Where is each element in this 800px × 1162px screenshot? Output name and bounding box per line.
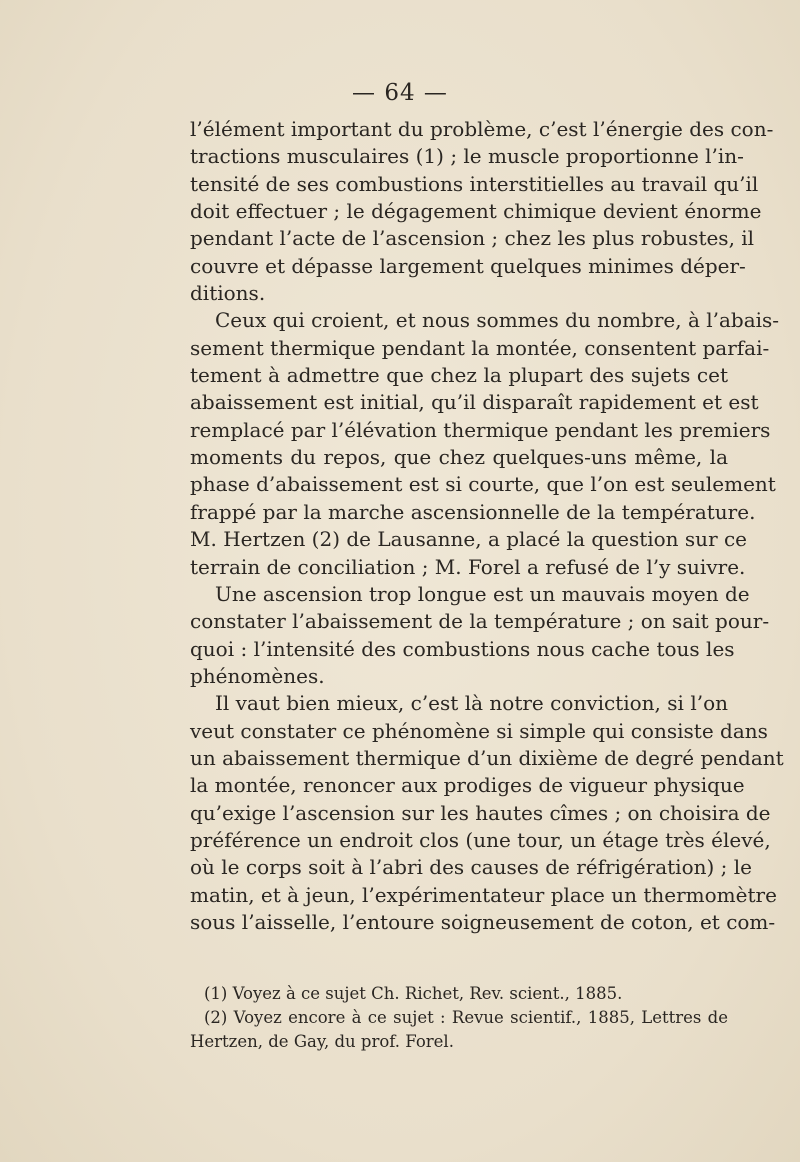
text-line: pendant l’acte de l’ascension ; chez les plus robustes, il <box>190 226 755 251</box>
text-line: couvre et dépasse largement quelques minimes déper- <box>190 253 746 278</box>
text-line: qu’exige l’ascension sur les hautes cîmes ; on choisira de <box>190 800 771 825</box>
text-line: matin, et à jeun, l’expérimentateur place un thermomètre <box>190 882 777 907</box>
text-line: abaissement est initial, qu’il disparaît rapidement et est <box>190 390 759 415</box>
text-line: la montée, renoncer aux prodiges de vigueur physique <box>190 773 745 798</box>
text-line: phénomènes. <box>190 663 325 688</box>
text-line: tractions musculaires (1) ; le muscle proportionne l’in- <box>190 144 744 169</box>
paragraph-start-line: Ceux qui croient, et nous sommes du nombre, à l’abais- <box>215 308 780 333</box>
text-line: phase d’abaissement est si courte, que l’on est seulement <box>190 472 776 497</box>
paragraph-start-line: Il vaut bien mieux, c’est là notre conviction, si l’on <box>215 691 728 716</box>
text-line: quoi : l’intensité des combustions nous cache tous les <box>190 636 735 661</box>
text-line: ditions. <box>190 281 266 306</box>
text-line: l’élément important du problème, c’est l’énergie des con- <box>190 117 774 141</box>
page-number: — 64 — <box>352 80 448 106</box>
paragraph-start-line: Une ascension trop longue est un mauvais moyen de <box>215 581 750 606</box>
text-line: moments du repos, que chez quelques-uns même, la <box>190 445 728 470</box>
footnote-1: (1) Voyez à ce sujet Ch. Richet, Rev. scient., 1885. <box>204 984 623 1003</box>
text-line: M. Hertzen (2) de Lausanne, a placé la question sur ce <box>190 527 748 552</box>
footnote-2: (2) Voyez encore à ce sujet : Revue scientif., 1885, Lettres de <box>204 1008 728 1027</box>
text-line: préférence un endroit clos (une tour, un étage très élevé, <box>190 827 771 852</box>
text-line: remplacé par l’élévation thermique pendant les premiers <box>190 417 771 442</box>
text-line: tensité de ses combustions interstitielles au travail qu’il <box>190 171 759 196</box>
text-line: terrain de conciliation ; M. Forel a refusé de l’y suivre. <box>190 554 746 579</box>
text-line: frappé par la marche ascensionnelle de la température. <box>190 499 756 524</box>
text-line: doit effectuer ; le dégagement chimique devient énorme <box>190 199 762 224</box>
text-line: tement à admettre que chez la plupart des sujets cet <box>190 363 728 388</box>
footnotes <box>190 982 728 1054</box>
body-text <box>190 116 784 936</box>
text-line: sous l’aisselle, l’entoure soigneusement de coton, et com- <box>190 909 776 934</box>
text-line: un abaissement thermique d’un dixième de degré pendant <box>190 745 784 770</box>
footnote-2-continuation: Hertzen, de Gay, du prof. Forel. <box>190 1032 454 1051</box>
text-line: où le corps soit à l’abri des causes de réfrigération) ; le <box>190 855 752 880</box>
text-line: veut constater ce phénomène si simple qui consiste dans <box>190 718 768 743</box>
text-line: sement thermique pendant la montée, consentent parfai- <box>190 335 770 360</box>
text-line: constater l’abaissement de la température ; on sait pour- <box>190 609 770 634</box>
